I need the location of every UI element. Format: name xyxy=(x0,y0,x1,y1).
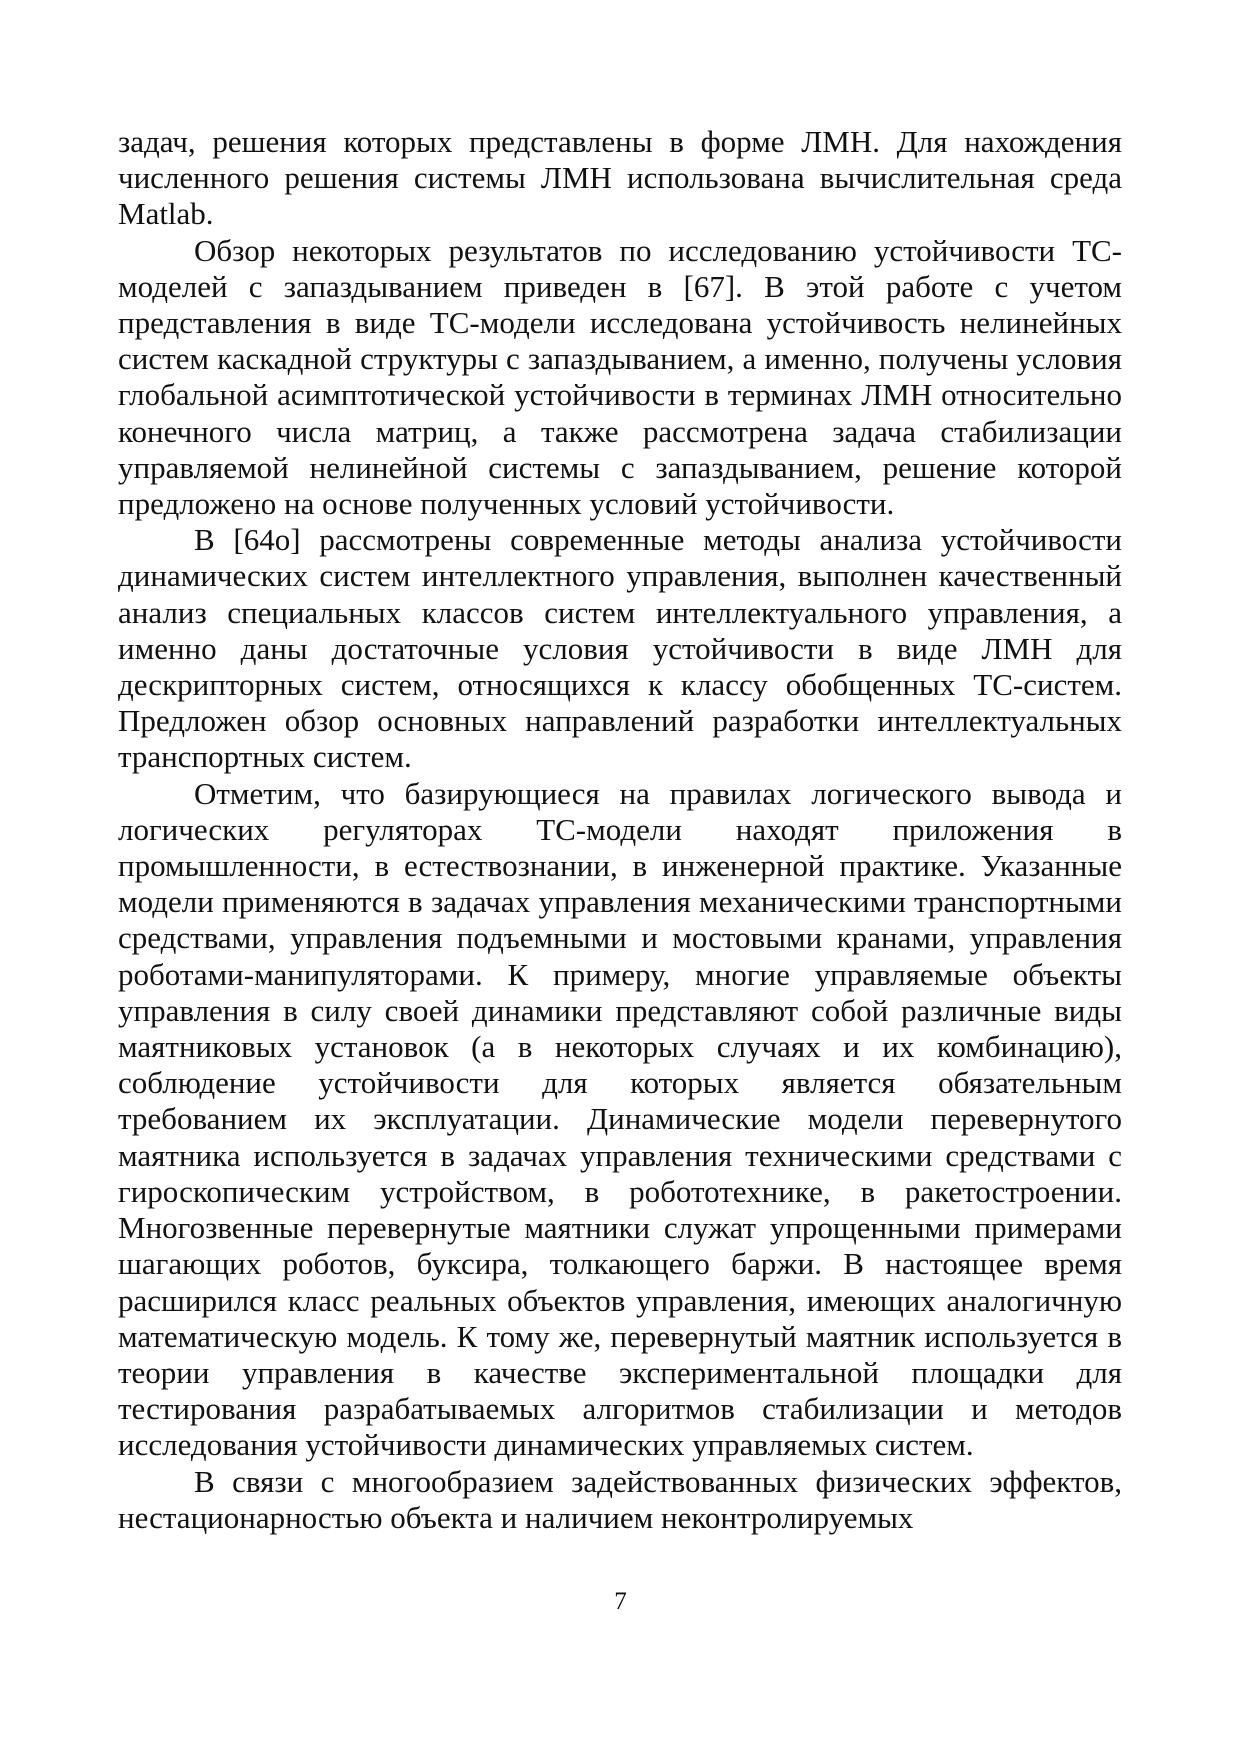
body-text xyxy=(118,124,1122,1536)
paragraph-1: задач, решения которых представлены в форме ЛМН. Для нахождения численного решения системы ЛМН использована вычислительная среда Matlab. xyxy=(118,124,1122,232)
paragraph-4: Отметим, что базирующиеся на правилах логического вывода и логических регуляторах ТС-модели находят приложения в промышленности, в естествознании, в инженерной практике. Указанные модели применяются в задачах управления механическими транспортными средствами, управления подъемными и мостовыми кранами, управления роботами-манипуляторами. К примеру, многие управляемые объекты управления в силу своей динамики представляют собой различные виды маятниковых установок (а в некоторых случаях и их комбинацию), соблюдение устойчивости для которых является обязательным требованием их эксплуатации. Динамические модели перевернутого маятника используется в задачах управления техническими средствами с гироскопическим устройством, в робототехнике, в ракетостроении. Многозвенные перевернутые маятники служат упрощенными примерами шагающих роботов, буксира, толкающего баржи. В настоящее время расширился класс реальных объектов управления, имеющих аналогичную математическую модель. К тому же, перевернутый маятник используется в теории управления в качестве экспериментальной площадки для тестирования разрабатываемых алгоритмов стабилизации и методов исследования устойчивости динамических управляемых систем. xyxy=(118,775,1122,1463)
paragraph-3: В [64о] рассмотрены современные методы анализа устойчивости динамических систем интеллектного управления, выполнен качественный анализ специальных классов систем интеллектуального управления, а именно даны достаточные условия устойчивости в виде ЛМН для дескрипторных систем, относящихся к классу обобщенных ТС-систем. Предложен обзор основных направлений разработки интеллектуальных транспортных систем. xyxy=(118,522,1122,775)
paragraph-2: Обзор некоторых результатов по исследованию устойчивости ТС-моделей с запаздыванием приведен в [67]. В этой работе с учетом представления в виде ТС-модели исследована устойчивость нелинейных систем каскадной структуры с запаздыванием, а именно, получены условия глобальной асимптотической устойчивости в терминах ЛМН относительно конечного числа матриц, а также рассмотрена задача стабилизации управляемой нелинейной системы с запаздыванием, решение которой предложено на основе полученных условий устойчивости. xyxy=(118,232,1122,522)
paragraph-5: В связи с многообразием задействованных физических эффектов, нестационарностью объекта и наличием неконтролируемых xyxy=(118,1463,1122,1535)
page-number: 7 xyxy=(614,1588,627,1615)
